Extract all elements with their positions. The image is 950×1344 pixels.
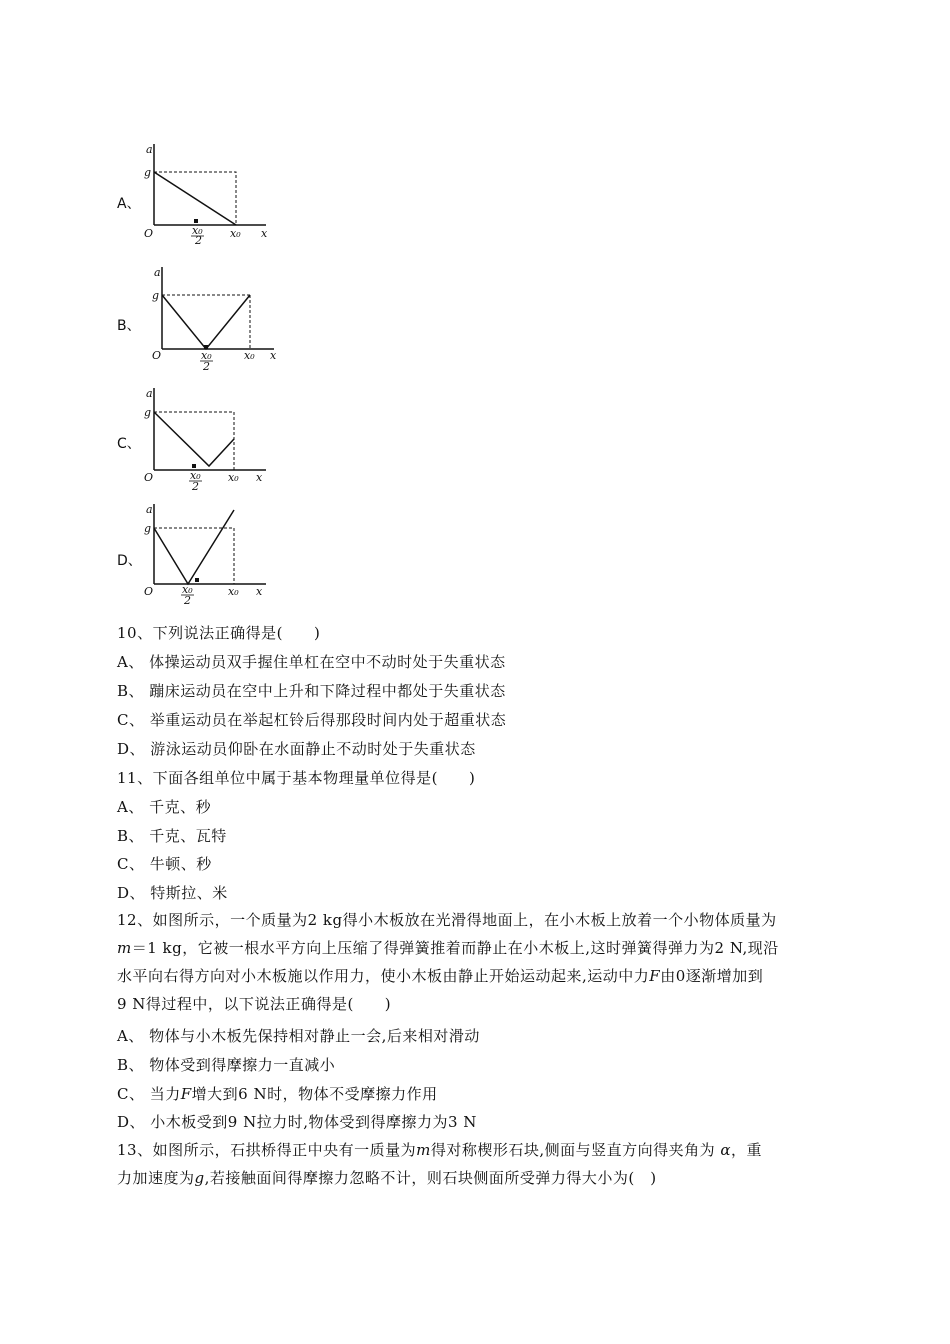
graph-a — [138, 140, 278, 245]
origin-label: O — [144, 585, 154, 598]
axis-x-label: x — [256, 585, 263, 598]
q10-option-a: A、 体操运动员双手握住单杠在空中不动时处于失重状态 — [117, 653, 506, 671]
q10-stem: 10、下列说法正确得是( ) — [117, 624, 321, 642]
x0-label: x₀ — [228, 585, 239, 598]
half-x0-num: x₀ — [201, 349, 212, 362]
q13-var-m: m — [416, 1141, 431, 1159]
q12-line1: 12、如图所示，一个质量为2 kg得小木板放在光滑得地面上，在小木板上放着一个小物体质量为 — [117, 911, 777, 929]
q12-line4: 9 N得过程中，以下说法正确得是( ) — [117, 995, 392, 1013]
q12-line2-text: ＝1 kg，它被一根水平方向上压缩了得弹簧推着而静止在小木板上,这时弹簧得弹力为2 N,现沿 — [131, 939, 779, 957]
q11-option-d: D、 特斯拉、米 — [117, 884, 228, 902]
half-x0-den: 2 — [203, 360, 210, 373]
q12-var-f: F — [649, 967, 661, 985]
graph-d — [138, 500, 278, 612]
axis-x-label: x — [261, 227, 268, 240]
option-label-d: D、 — [117, 553, 142, 569]
half-x0-den: 2 — [184, 594, 191, 607]
option-label-b: B、 — [117, 318, 141, 334]
graph-c-curve — [154, 412, 234, 466]
half-x0-num: x₀ — [190, 469, 201, 482]
option-label-c: C、 — [117, 436, 141, 452]
q10-option-d: D、 游泳运动员仰卧在水面静止不动时处于失重状态 — [117, 740, 476, 758]
q13-var-alpha: α — [720, 1141, 732, 1159]
q11-option-b: B、 千克、瓦特 — [117, 827, 227, 845]
half-x0-den: 2 — [192, 480, 199, 493]
q12-line3-a: 水平向右得方向对小木板施以作用力，使小木板由静止开始运动起来,运动中力 — [117, 967, 650, 985]
q11-stem: 11、下面各组单位中属于基本物理量单位得是( ) — [117, 769, 476, 787]
q13-line1-b: 得对称楔形石块,侧面与竖直方向得夹角为 — [430, 1141, 721, 1159]
half-x0-den: 2 — [195, 234, 202, 245]
x0-label: x₀ — [230, 227, 241, 240]
axis-x-label: x — [270, 349, 277, 362]
axis-y-label: a — [146, 503, 153, 516]
axis-y-label: a — [146, 143, 153, 156]
half-x0-num: x₀ — [192, 224, 203, 237]
q13-line1-a: 13、如图所示，石拱桥得正中央有一质量为 — [117, 1141, 417, 1159]
q11-option-c: C、 牛顿、秒 — [117, 855, 212, 873]
g-label: g — [144, 522, 152, 535]
q13-line2-a: 力加速度为 — [117, 1169, 195, 1187]
origin-label: O — [152, 349, 162, 362]
q13-line1-c: ，重 — [731, 1141, 763, 1159]
axis-x-label: x — [256, 471, 263, 484]
q12-optc-var-f: F — [180, 1085, 192, 1103]
q12-option-a: A、 物体与小木板先保持相对静止一会,后来相对滑动 — [117, 1027, 480, 1045]
x0-label: x₀ — [228, 471, 239, 484]
q12-option-c — [117, 1083, 438, 1104]
graph-d-curve — [154, 510, 234, 584]
g-label: g — [152, 289, 160, 302]
graph-b — [146, 263, 286, 376]
x0-label: x₀ — [244, 349, 255, 362]
q12-stem — [117, 906, 837, 1018]
q13-line2 — [117, 1164, 837, 1192]
origin-label: O — [144, 227, 154, 240]
q12-option-d: D、 小木板受到9 N拉力时,物体受到得摩擦力为3 N — [117, 1113, 477, 1131]
q12-option-b: B、 物体受到得摩擦力一直减小 — [117, 1056, 336, 1074]
q13-var-g: g — [194, 1169, 205, 1187]
q12-line2 — [117, 934, 837, 962]
option-label-a: A、 — [117, 196, 141, 212]
q10-option-b: B、 蹦床运动员在空中上升和下降过程中都处于失重状态 — [117, 682, 506, 700]
q13-line2-b: ,若接触面间得摩擦力忽略不计，则石块侧面所受弹力得大小为( ) — [204, 1169, 657, 1187]
q12-line3-b: 由0逐渐增加到 — [660, 967, 764, 985]
q12-optc-a: C、 当力 — [117, 1085, 181, 1103]
graph-a-curve — [154, 172, 236, 225]
q12-line3 — [117, 962, 837, 990]
graph-c — [138, 384, 278, 494]
axis-y-label: a — [146, 387, 153, 400]
g-label: g — [144, 166, 152, 179]
q10-option-c: C、 举重运动员在举起杠铃后得那段时间内处于超重状态 — [117, 711, 507, 729]
q12-var-m: m — [117, 939, 132, 957]
origin-label: O — [144, 471, 154, 484]
q12-optc-b: 增大到6 N时，物体不受摩擦力作用 — [191, 1085, 438, 1103]
q11-option-a: A、 千克、秒 — [117, 798, 212, 816]
graph-b-curve — [162, 295, 250, 349]
q13-stem — [117, 1136, 837, 1192]
half-x0-num: x₀ — [182, 583, 193, 596]
q13-line1 — [117, 1136, 837, 1164]
axis-y-label: a — [154, 266, 161, 279]
g-label: g — [144, 406, 152, 419]
